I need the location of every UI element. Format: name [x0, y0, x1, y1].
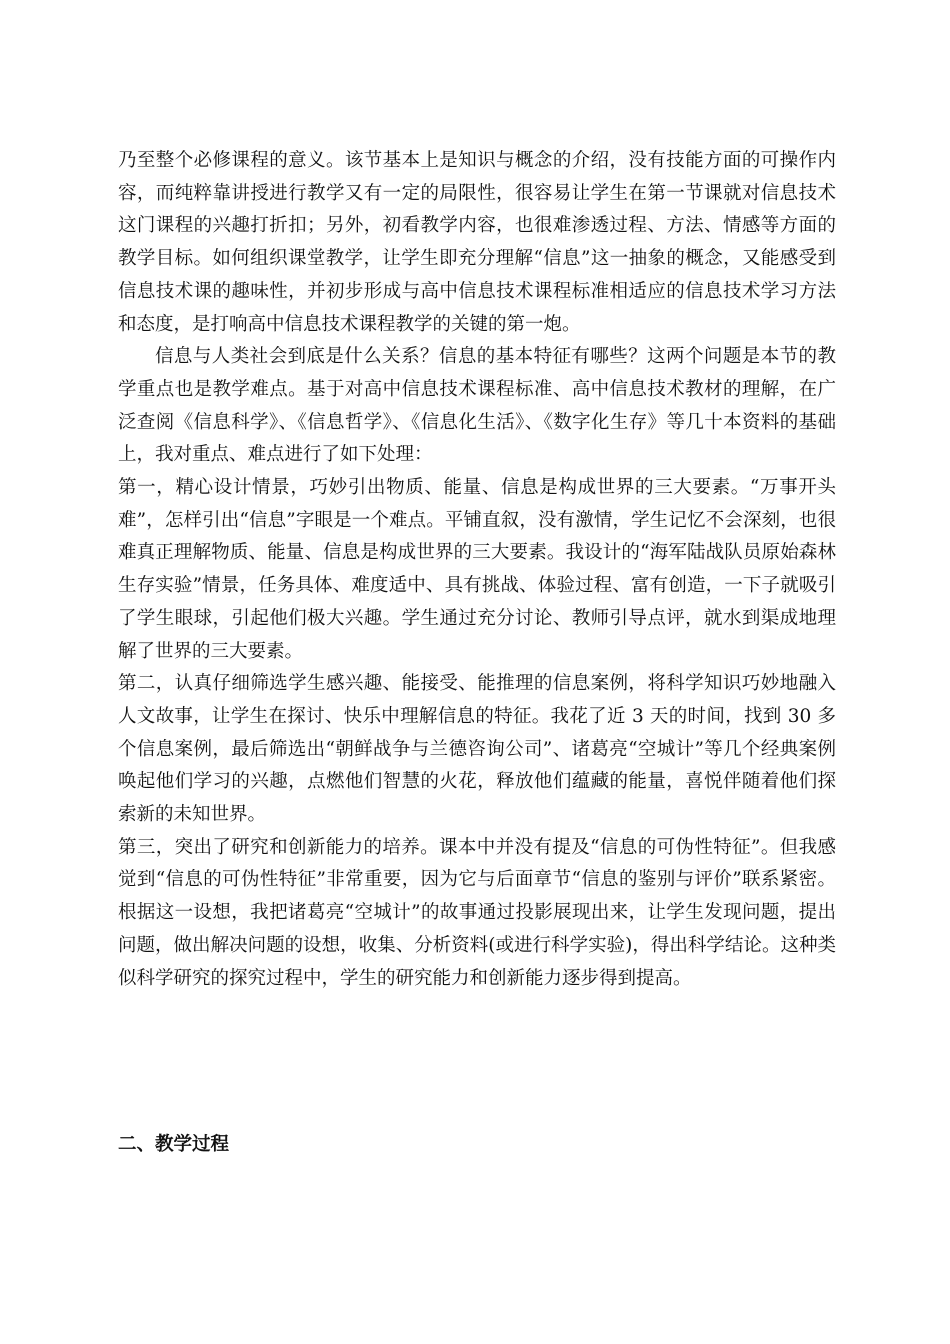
paragraph-course-significance: 乃至整个必修课程的意义。该节基本上是知识与概念的介绍，没有技能方面的可操作内容，而纯粹靠讲授进行教学又有一定的局限性，很容易让学生在第一节课就对信息技术这门课程的兴趣打折扣；另外，初看教学内容，也很难渗透过程、方法、情感等方面的教学目标。如何组织课堂教学，让学生即充分理解“信息”这一抽象的概念，又能感受到信息技术课的趣味性，并初步形成与高中信息技术课程标准相适应的信息技术学习方法和态度，是打响高中信息技术课程教学的关键的第一炮。 — [118, 150, 836, 335]
paragraph-key-points: 信息与人类社会到底是什么关系？信息的基本特征有哪些？这两个问题是本节的教学重点也是教学难点。基于对高中信息技术课程标准、高中信息技术教材的理解，在广泛查阅《信息科学》、《信息哲学》、《信息化生活》、《数字化生存》等几十本资料的基础上，我对重点、难点进行了如下处理： — [118, 346, 836, 466]
section-heading: 二、教学过程 — [118, 1134, 230, 1155]
paragraph-first-strategy: 第一，精心设计情景，巧妙引出物质、能量、信息是构成世界的三大要素。“万事开头难”，怎样引出“信息”字眼是一个难点。平铺直叙，没有激情，学生记忆不会深刻，也很难真正理解物质、能量、信息是构成世界的三大要素。我设计的“海军陆战队员原始森林生存实验”情景，任务具体、难度适中、具有挑战、体验过程、富有创造，一下子就吸引了学生眼球，引起他们极大兴趣。学生通过充分讨论、教师引导点评，就水到渠成地理解了世界的三大要素。 — [118, 477, 836, 662]
paragraph-second-strategy: 第二，认真仔细筛选学生感兴趣、能接受、能推理的信息案例，将科学知识巧妙地融入人文故事，让学生在探讨、快乐中理解信息的特征。我花了近 3 天的时间，找到 30 多个信息案例，最后筛选出“朝鲜战争与兰德咨询公司”、诸葛亮“空城计”等几个经典案例唤起他们学习的兴趣，点燃他们智慧的火花，释放他们蕴藏的能量，喜悦伴随着他们探索新的未知世界。 — [118, 673, 836, 826]
body-text — [118, 145, 836, 995]
paragraph-third-strategy: 第三，突出了研究和创新能力的培养。课本中并没有提及“信息的可伪性特征”。但我感觉到“信息的可伪性特征”非常重要，因为它与后面章节“信息的鉴别与评价”联系紧密。根据这一设想，我把诸葛亮“空城计”的故事通过投影展现出来，让学生发现问题，提出问题，做出解决问题的设想，收集、分析资料(或进行科学实验)，得出科学结论。这种类似科学研究的探究过程中，学生的研究能力和创新能力逐步得到提高。 — [118, 836, 836, 989]
